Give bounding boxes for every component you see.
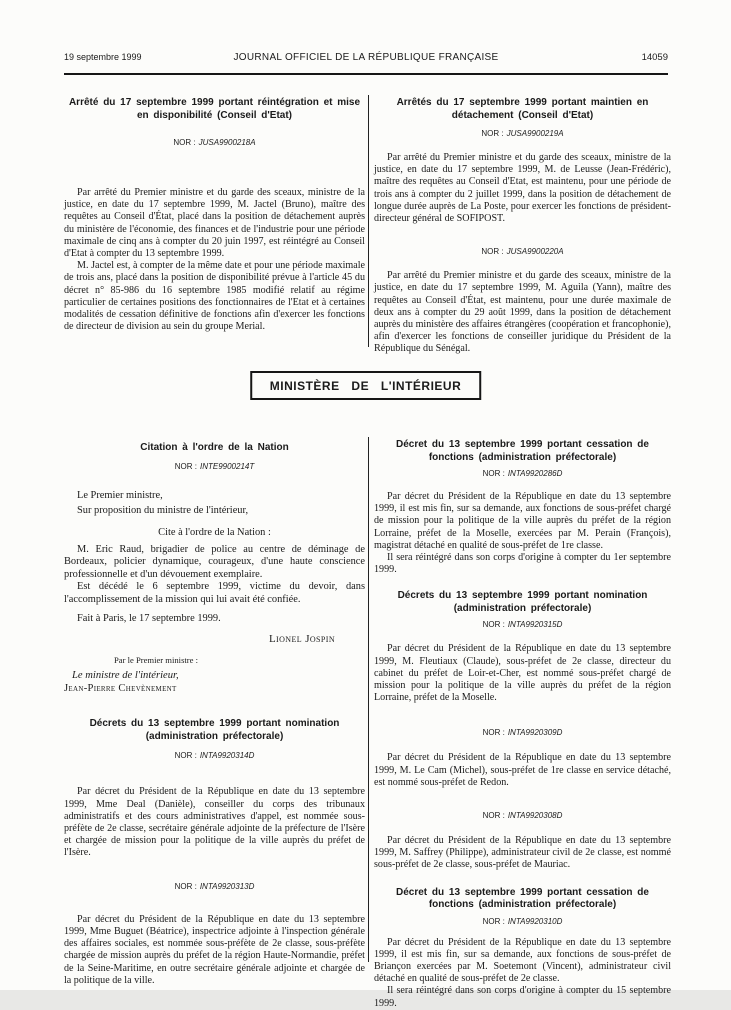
nor-line (64, 138, 365, 148)
article-cessation-1 (374, 439, 671, 576)
nor-line (64, 462, 365, 472)
nor-line (374, 129, 671, 139)
body-paragraph: Par décret du Président de la République en date du 13 septembre 1999, Mme Buguet (Béatrice), inspectrice adjointe à l'inspection générale des affaires sociales, est nommée sous-préfète de 2e classe, sous-préfète chargée de mission auprès du préfet de la région Haute-Normandie, préfet de la Seine-Maritime, en outre secrétaire générale adjointe et chargée de la politique de la ville. (64, 913, 365, 986)
nor-line (374, 917, 671, 927)
countersign-name: Jean-Pierre Chevènement (64, 683, 177, 695)
ministry-banner: MINISTÈRE DE L'INTÉRIEUR (250, 371, 482, 400)
article-conseil-maintien (374, 97, 671, 356)
column-divider-bottom (368, 437, 369, 962)
nor-label: NOR : (174, 751, 197, 761)
column-bottom-right (374, 437, 671, 1010)
nor-code: JUSA9900220A (506, 247, 564, 257)
article-nomination-right (374, 590, 671, 871)
nor-code: INTA9920313D (199, 881, 255, 891)
nor-label: NOR : (174, 461, 197, 471)
nor-code: INTA9920314D (199, 751, 255, 761)
body-paragraph: Par décret du Président de la République en date du 13 septembre 1999, M. Fleutiaux (Claude), sous-préfet de 2e classe, directeur du cabinet du préfet de Loir-et-Cher, est nommé sous-préfet chargé de mission pour la politique de la ville auprès du préfet de la région Lorraine, préfet de la Moselle. (374, 643, 671, 704)
header-date: 19 septembre 1999 (64, 52, 142, 62)
citation-center-line: Cite à l'ordre de la Nation : (158, 526, 271, 538)
nor-code: INTA9920309D (507, 728, 563, 738)
article-cessation-2 (374, 887, 671, 1010)
column-bottom-left (64, 437, 365, 987)
body-paragraph: Par décret du Président de la République en date du 13 septembre 1999, M. Saffrey (Philippe), administrateur civil de 2e classe, est nommé sous-préfet de 2e classe, sous-préfet de Mauriac. (374, 835, 671, 871)
nor-label: NOR : (482, 916, 505, 926)
opening-line: Le Premier ministre, (77, 489, 163, 501)
nor-code: INTA9920286D (507, 469, 563, 478)
nor-code: INTA9920310D (507, 916, 563, 926)
nor-label: NOR : (174, 881, 197, 891)
nor-code: JUSA9900218A (198, 138, 256, 147)
nor-label: NOR : (482, 469, 505, 478)
article-nomination-left (64, 718, 365, 986)
body-paragraph: Il sera réintégré dans son corps d'origine à compter du 15 septembre 1999. (374, 985, 671, 1009)
body-paragraph: Par décret du Président de la République en date du 13 septembre 1999, il est mis fin, sur sa demande, aux fonctions de sous-préfet chargé de mission pour la politique de la ville auprès du préfet de la région Lorraine, préfet de la Moselle, exercées par M. Perain (François), magistrat détaché en qualité de sous-préfet de 1re classe. (374, 491, 671, 551)
nor-code: INTA9920308D (507, 811, 563, 821)
article-citation (64, 442, 365, 694)
body-paragraph: Par arrêté du Premier ministre et du garde des sceaux, ministre de la justice, en date du 17 septembre 1999, M. de Leusse (Jean-Frédéric), maître des requêtes au Conseil d'Etat, est maintenu, pour une période de trois ans à compter du 2 juillet 1999, dans la position de détachement de longue durée auprès de La Poste, pour exercer les fonctions de président-directeur général de SOFIPOST. (374, 152, 671, 225)
column-top-left (64, 93, 365, 333)
article-title: Décrets du 13 septembre 1999 portant nomination (administration préfectorale) (89, 718, 340, 742)
countersign-intro: Par le Premier ministre : (114, 655, 199, 666)
body-paragraph: Par décret du Président de la République en date du 13 septembre 1999, il est mis fin, sur sa demande, aux fonctions de sous-préfet de Briançon exercées par M. Soetemont (Vincent), administrateur civil détaché en qualité de sous-préfet de 2e classe. (374, 936, 671, 985)
nor-line (64, 882, 365, 892)
nor-label: NOR : (482, 728, 505, 738)
journal-title: JOURNAL OFFICIEL DE LA RÉPUBLIQUE FRANÇAISE (233, 52, 499, 63)
article-title: Décret du 13 septembre 1999 portant cessation de fonctions (administration préfectorale) (396, 439, 649, 463)
article-conseil-reintegration (64, 97, 365, 333)
nor-label: NOR : (173, 138, 196, 147)
nor-label: NOR : (482, 811, 505, 821)
nor-line (374, 811, 671, 821)
body-paragraph: Par décret du Président de la République en date du 13 septembre 1999, M. Le Cam (Michel), sous-préfet de 1re classe en service détaché, est nommé sous-préfet de Redon. (374, 752, 671, 788)
page-header (64, 52, 668, 63)
body-paragraph: Par arrêté du Premier ministre et du garde des sceaux, ministre de la justice, en date du 17 septembre 1999, M. Aguila (Yann), maître des requêtes au Conseil d'État, est maintenu, pour une durée maximale de deux ans à compter du 29 août 1999, dans la position de détachement auprès du ministère des affaires étrangères (coopération et francophonie), afin d'exercer les fonctions de conseiller juridique du Président de la République du Sénégal. (374, 270, 671, 355)
column-divider-top (368, 95, 369, 347)
article-title: Décrets du 13 septembre 1999 portant nomination (administration préfectorale) (397, 590, 648, 614)
dateline: Fait à Paris, le 17 septembre 1999. (77, 613, 221, 625)
nor-code: INTE9900214T (199, 461, 255, 471)
body-paragraph: Il sera réintégré dans son corps d'origine à compter du 1er septembre 1999. (374, 552, 671, 576)
nor-line (374, 469, 671, 479)
opening-line: Sur proposition du ministre de l'intérieur, (77, 504, 249, 516)
nor-code: JUSA9900219A (506, 129, 564, 138)
nor-line (374, 620, 671, 630)
body-paragraph: M. Jactel est, à compter de la même date et pour une période maximale de trois ans, placé dans la position de disponibilité prévue à l'article 45 du décret n° 85-986 du 16 septembre 1985 modifié relatif au régime particulier de certaines positions des fonctionnaires de l'Etat et à certaines modalités de cessation définitive de fonctions afin d'exercer les fonctions de directeur de division au sein du groupe Merial. (64, 260, 365, 333)
article-title: Citation à l'ordre de la Nation (140, 442, 289, 453)
nor-label: NOR : (482, 620, 505, 630)
body-paragraph: M. Eric Raud, brigadier de police au centre de déminage de Bordeaux, policier dynamique, courageux, d'une haute conscience professionnelle et d'un dévouement exemplaire. (64, 543, 365, 580)
article-title: Décret du 13 septembre 1999 portant cessation de fonctions (administration préfectorale) (396, 886, 649, 911)
nor-line (374, 247, 671, 257)
body-paragraph: Par décret du Président de la République en date du 13 septembre 1999, Mme Deal (Danièle), conseiller du corps des tribunaux administratifs et des cours administratives d'appel, est nommée sous-préfète de 2e classe, secrétaire générale adjointe de la préfecture de l'Isère et chargée de mission pour la politique de la ville auprès du préfet de l'Isère. (64, 786, 365, 859)
nor-label: NOR : (481, 129, 504, 138)
nor-line (374, 728, 671, 738)
nor-code: INTA9920315D (507, 620, 563, 630)
header-page-number: 14059 (641, 52, 668, 63)
header-rule (64, 73, 668, 75)
signature-name: Lionel Jospin (268, 633, 335, 646)
article-title: Arrêté du 17 septembre 1999 portant réintégration et mise en disponibilité (Conseil d'Etat) (68, 97, 361, 121)
nor-label: NOR : (481, 247, 504, 257)
article-title: Arrêtés du 17 septembre 1999 portant maintien en détachement (Conseil d'Etat) (396, 97, 649, 121)
column-top-right (374, 93, 671, 356)
countersign-role: Le ministre de l'intérieur, (72, 670, 179, 682)
nor-line (64, 751, 365, 761)
body-paragraph: Par arrêté du Premier ministre et du garde des sceaux, ministre de la justice, en date du 17 septembre 1999, M. Jactel (Bruno), maître des requêtes au Conseil d'État, placé dans la position de détachement auprès du ministère de l'économie, des finances et de l'industrie pour une période maximale de cinq ans à compter du 20 juin 1997, est réintégré au Conseil d'Etat à compter du 13 septembre 1999. (64, 187, 365, 260)
body-paragraph: Est décédé le 6 septembre 1999, victime du devoir, dans l'accomplissement de la mission qui lui avait été confiée. (64, 581, 365, 605)
